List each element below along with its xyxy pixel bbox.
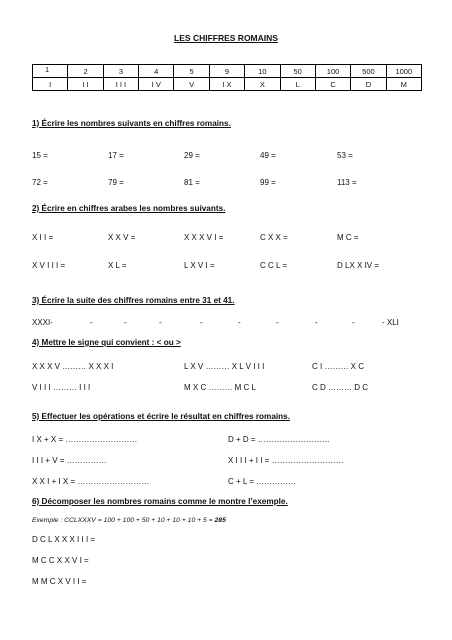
example-line (32, 517, 226, 524)
table-cell: 3 (103, 65, 138, 78)
exercise-item: M C = (337, 233, 359, 242)
exercise-item: C C L = (260, 261, 288, 270)
sequence-blank: - (200, 318, 203, 327)
exercise-item: C I ……… X C (312, 362, 365, 371)
exercise-item: M X C ……… M C L (184, 383, 257, 392)
roman-numerals-table (32, 64, 422, 91)
sequence-blank: - (124, 318, 127, 327)
exercise-item: D LX X IV = (337, 261, 380, 270)
exercise-item: L X V ……… X L V I I I (184, 362, 265, 371)
sequence-start: XXXI- (32, 318, 53, 327)
exercise-item: V I I I ……… I I I (32, 383, 91, 392)
exercise-item: 99 = (260, 178, 276, 187)
example-text: Exemple : CCLXXXV = 100 + 100 + 50 + 10 + 10 + 10 + 5 = (32, 517, 215, 524)
table-cell: I I (68, 78, 103, 91)
sequence-blank: - (276, 318, 279, 327)
exercise-item: 79 = (108, 178, 124, 187)
table-cell: 10 (245, 65, 280, 78)
exercise-item: D + D = ……………………… (228, 435, 330, 444)
exercise-item: X X I + I X = ……………………… (32, 477, 150, 486)
exercise-item: X X X V ……… X X X I (32, 362, 114, 371)
exercise-item: X X X V I = (184, 233, 224, 242)
section-5-heading: 5) Effectuer les opérations et écrire le résultat en chiffres romains. (32, 412, 290, 421)
sequence-blank: - (315, 318, 318, 327)
exercise-item: 29 = (184, 151, 200, 160)
exercise-item: M M C X V I I = (32, 577, 87, 586)
exercise-item: I X + X = ……………………… (32, 435, 138, 444)
exercise-item: C D ……… D C (312, 383, 368, 392)
table-cell: I V (139, 78, 174, 91)
section-4-heading: 4) Mettre le signe qui convient : < ou > (32, 338, 181, 347)
exercise-item: 113 = (337, 178, 357, 187)
exercise-item: X X V = (108, 233, 136, 242)
table-cell: I (33, 78, 68, 91)
exercise-item: X V I I I = (32, 261, 66, 270)
table-cell: 2 (68, 65, 103, 78)
exercise-item: I I I + V = …………… (32, 456, 107, 465)
section-2-heading: 2) Écrire en chiffres arabes les nombres suivants. (32, 204, 226, 213)
exercise-item: L X V I = (184, 261, 215, 270)
table-cell: C (315, 78, 350, 91)
table-cell: 100 (315, 65, 350, 78)
table-cell: I X (209, 78, 244, 91)
section-3-heading: 3) Écrire la suite des chiffres romains entre 31 et 41. (32, 296, 235, 305)
section-6-heading: 6) Décomposer les nombres romains comme le montre l’exemple. (32, 497, 288, 506)
table-cell: 1 (33, 65, 68, 78)
exercise-item: 49 = (260, 151, 276, 160)
table-cell: 50 (280, 65, 315, 78)
table-cell: L (280, 78, 315, 91)
table-cell: I I I (103, 78, 138, 91)
exercise-item: X L = (108, 261, 127, 270)
exercise-item: X I I = (32, 233, 54, 242)
sequence-blank: - (352, 318, 355, 327)
table-cell: V (174, 78, 209, 91)
section-1-heading: 1) Écrire les nombres suivants en chiffres romains. (32, 119, 231, 128)
table-cell: M (386, 78, 421, 91)
table-cell: 500 (351, 65, 386, 78)
exercise-item: 81 = (184, 178, 200, 187)
exercise-item: 17 = (108, 151, 124, 160)
roman-row (33, 78, 422, 91)
table-cell: D (351, 78, 386, 91)
exercise-item: C + L = …………… (228, 477, 297, 486)
exercise-item: M C C X X V I = (32, 556, 89, 565)
exercise-item: 15 = (32, 151, 48, 160)
example-result: 285 (214, 517, 226, 524)
table-cell: 4 (139, 65, 174, 78)
table-cell: 5 (174, 65, 209, 78)
table-cell: 9 (209, 65, 244, 78)
sequence-blank: - (159, 318, 162, 327)
table-cell: 1000 (386, 65, 421, 78)
exercise-item: 72 = (32, 178, 48, 187)
sequence-blank: - (90, 318, 93, 327)
exercise-item: D C L X X X I I I = (32, 535, 96, 544)
sequence-blank: - (238, 318, 241, 327)
exercise-item: 53 = (337, 151, 353, 160)
exercise-item: C X X = (260, 233, 288, 242)
exercise-item: X I I I + I I = ……………………… (228, 456, 344, 465)
sequence-end: - XLI (382, 318, 399, 327)
table-cell: X (245, 78, 280, 91)
page-title: LES CHIFFRES ROMAINS (174, 33, 278, 43)
arabic-row (33, 65, 422, 78)
